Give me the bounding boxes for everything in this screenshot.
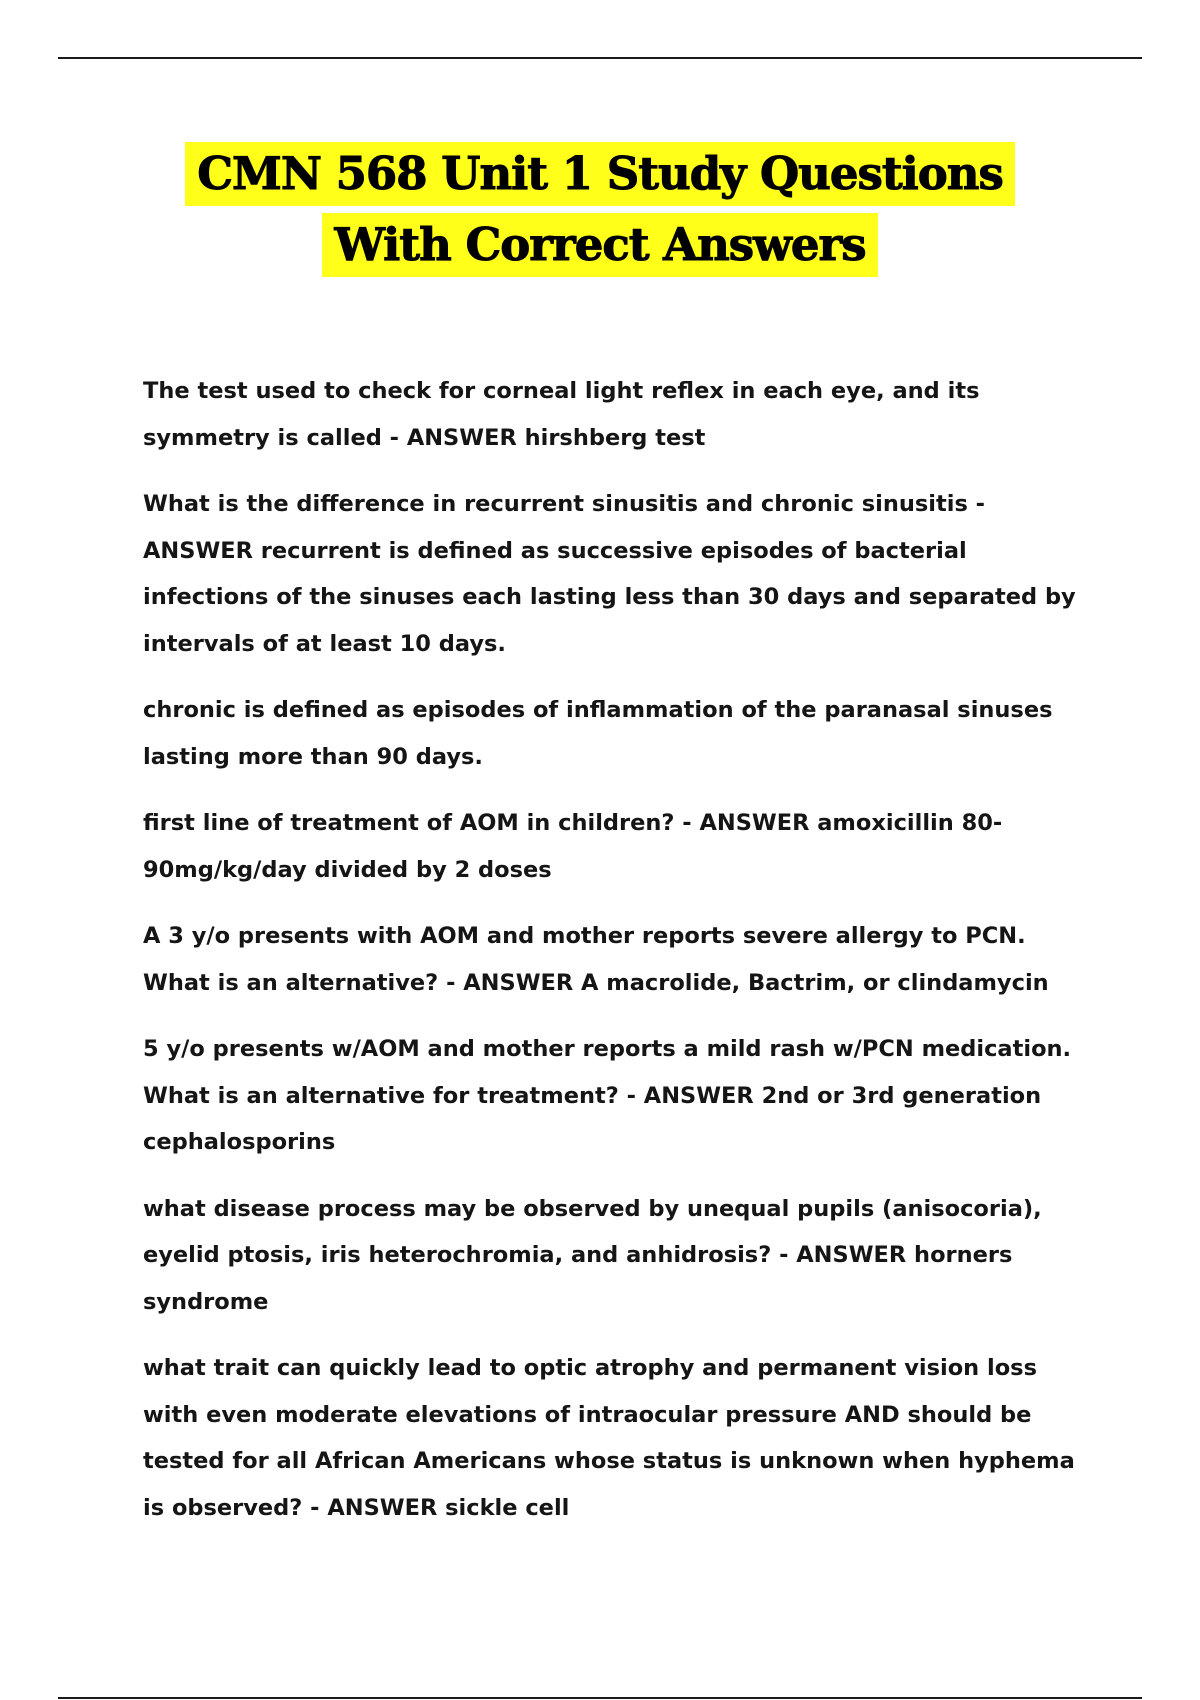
qa-item: what trait can quickly lead to optic atrophy and permanent vision loss with even moderate elevations of intraocular pressure AND should be tested for all African Americans whose status is unknown when hyphema is observed? - ANSWER sickle cell xyxy=(143,1355,1075,1521)
qa-item: first line of treatment of AOM in children? - ANSWER amoxicillin 80-90mg/kg/day divided by 2 doses xyxy=(143,810,1003,883)
qa-item: The test used to check for corneal light reflex in each eye, and its symmetry is called - ANSWER hirshberg test xyxy=(143,378,980,451)
bottom-rule xyxy=(58,1697,1142,1699)
qa-item: 5 y/o presents w/AOM and mother reports a mild rash w/PCN medication. What is an alternative for treatment? - ANSWER 2nd or 3rd generation cephalosporins xyxy=(143,1036,1072,1155)
study-questions xyxy=(143,368,1098,1551)
page-title xyxy=(0,142,1200,277)
top-rule xyxy=(58,57,1142,59)
title-line-2: With Correct Answers xyxy=(322,213,877,277)
qa-item: What is the difference in recurrent sinusitis and chronic sinusitis - ANSWER recurrent is defined as successive episodes of bacterial infections of the sinuses each lasting less than 30 days and separated by intervals of at least 10 days. xyxy=(143,491,1076,657)
qa-item: what disease process may be observed by unequal pupils (anisocoria), eyelid ptosis, iris heterochromia, and anhidrosis? - ANSWER horners syndrome xyxy=(143,1195,1042,1315)
qa-item: A 3 y/o presents with AOM and mother reports severe allergy to PCN. What is an alternative? - ANSWER A macrolide, Bactrim, or clindamycin xyxy=(143,923,1049,996)
title-line-1: CMN 568 Unit 1 Study Questions xyxy=(185,142,1015,206)
qa-item: chronic is defined as episodes of inflammation of the paranasal sinuses lasting more than 90 days. xyxy=(143,697,1053,770)
